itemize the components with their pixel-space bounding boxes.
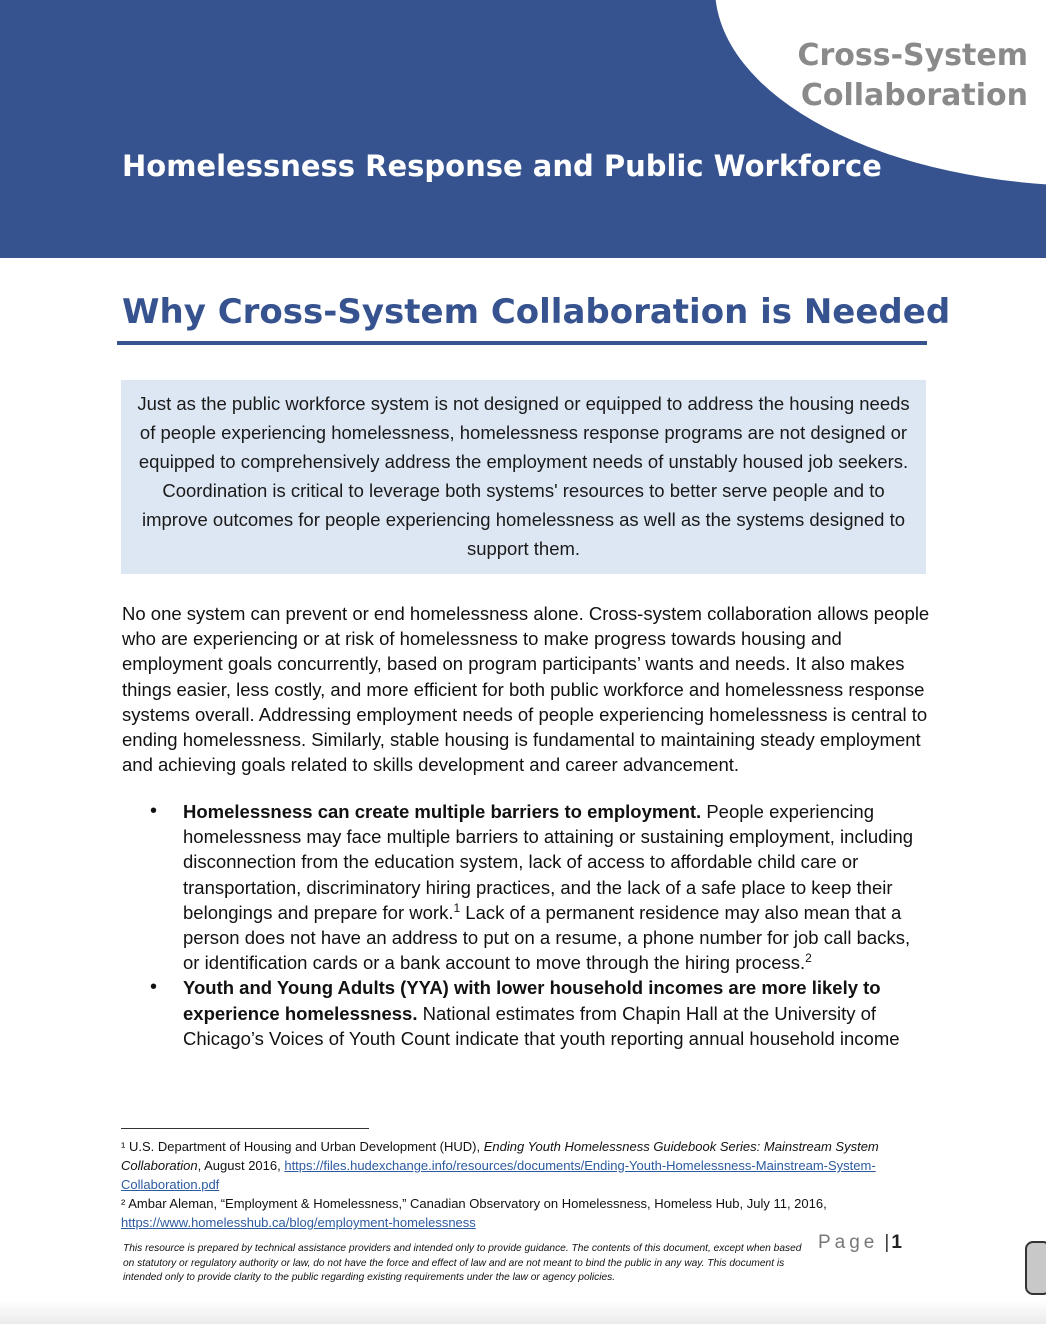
footnotes <box>121 1137 921 1232</box>
page-label: Page <box>818 1232 879 1253</box>
bullet-icon: • <box>150 800 158 822</box>
section-divider <box>117 341 927 345</box>
footnote-marker: ¹ <box>121 1139 126 1154</box>
bullet-text: Lack of a permanent residence may also mean that a person does not have an address to put on a resume, a phone number for job call backs, or identification cards or a bank account to move through the hiring process. <box>183 901 911 974</box>
list-item <box>122 975 930 1051</box>
brand-line-2: Collaboration <box>800 78 1028 113</box>
footnote-text: Ambar Aleman, “Employment & Homelessness,” Canadian Observatory on Homelessness, Homeless Hub, July 11, 2016, <box>125 1196 827 1211</box>
page-number <box>818 1232 902 1254</box>
footnote-link-1[interactable]: https://files.hudexchange.info/resources/documents/Ending-Youth-Homelessness-Mainstream-System-Collaboration.pdf <box>121 1158 876 1192</box>
bottom-edge-shadow <box>0 1300 1046 1324</box>
footnote-italic-title: Ending Youth Homelessness Guidebook Series: Mainstream System Collaboration <box>121 1139 879 1173</box>
footnote-2 <box>121 1194 921 1232</box>
brand-title <box>797 36 1028 116</box>
section-heading: Why Cross-System Collaboration is Needed <box>122 292 951 332</box>
bullet-heading: Youth and Young Adults (YYA) with lower household incomes are more likely to experience homelessness. <box>183 977 881 1024</box>
callout-text: Just as the public workforce system is not designed or equipped to address the housing needs of people experiencing homelessness, homelessness response programs are not designed or equipped to comprehensively address the employment needs of unstably housed job seekers. Coordination is critical to leverage both systems' resources to better serve people and to improve outcomes for people experiencing homelessness as well as the systems designed to support them. <box>137 393 910 559</box>
bullet-text: National estimates from Chapin Hall at the University of Chicago’s Voices of Youth Count indicate that youth reporting annual household income <box>183 1002 900 1049</box>
bullet-text: People experiencing homelessness may face multiple barriers to attaining or sustaining employment, including disconnection from the education system, lack of access to affordable child care or transportation, discriminatory hiring practices, and the lack of a safe place to keep their belongings and prepare for work. <box>183 801 914 923</box>
document-title: Homelessness Response and Public Workforce <box>122 149 882 183</box>
footnote-marker: ² <box>121 1196 126 1211</box>
page-separator: | <box>884 1232 890 1253</box>
bullet-icon: • <box>150 976 158 999</box>
footnote-1 <box>121 1137 921 1194</box>
brand-line-1: Cross-System <box>797 38 1028 73</box>
footnote-text: U.S. Department of Housing and Urban Development (HUD), <box>125 1139 484 1154</box>
bullet-heading: Homelessness can create multiple barriers to employment. <box>183 801 702 822</box>
header-banner <box>0 0 1046 258</box>
footnote-text: , August 2016, <box>197 1158 285 1173</box>
footnote-link-2[interactable]: https://www.homelesshub.ca/blog/employment-homelessness <box>121 1215 476 1230</box>
callout-box <box>121 380 926 574</box>
body-paragraph: No one system can prevent or end homelessness alone. Cross-system collaboration allows people who are experiencing or at risk of homelessness to make progress towards housing and employment goals concurrently, based on program participants’ wants and needs. It also makes things easier, less costly, and more efficient for both public workforce and homelessness response systems overall. Addressing employment needs of people experiencing homelessness is central to ending homelessness. Similarly, stable housing is fundamental to maintaining steady employment and achieving goals related to skills development and career advancement. <box>122 603 930 776</box>
footnote-ref-2[interactable]: 2 <box>805 951 812 966</box>
scroll-handle[interactable] <box>1025 1241 1046 1295</box>
footnote-ref-1[interactable]: 1 <box>453 900 461 915</box>
bullet-list <box>122 799 930 1051</box>
page-value: 1 <box>891 1232 902 1253</box>
disclaimer-text: This resource is prepared by technical assistance providers and intended only to provide guidance. The contents of this document, except when based on statutory or regulatory authority or law, do not have the force and effect of law and are not meant to bind the public in any way. This document is intended only to provide clarity to the public regarding existing requirements under the law or agency policies. <box>123 1243 802 1284</box>
footnote-divider <box>121 1128 369 1129</box>
list-item <box>122 799 930 975</box>
